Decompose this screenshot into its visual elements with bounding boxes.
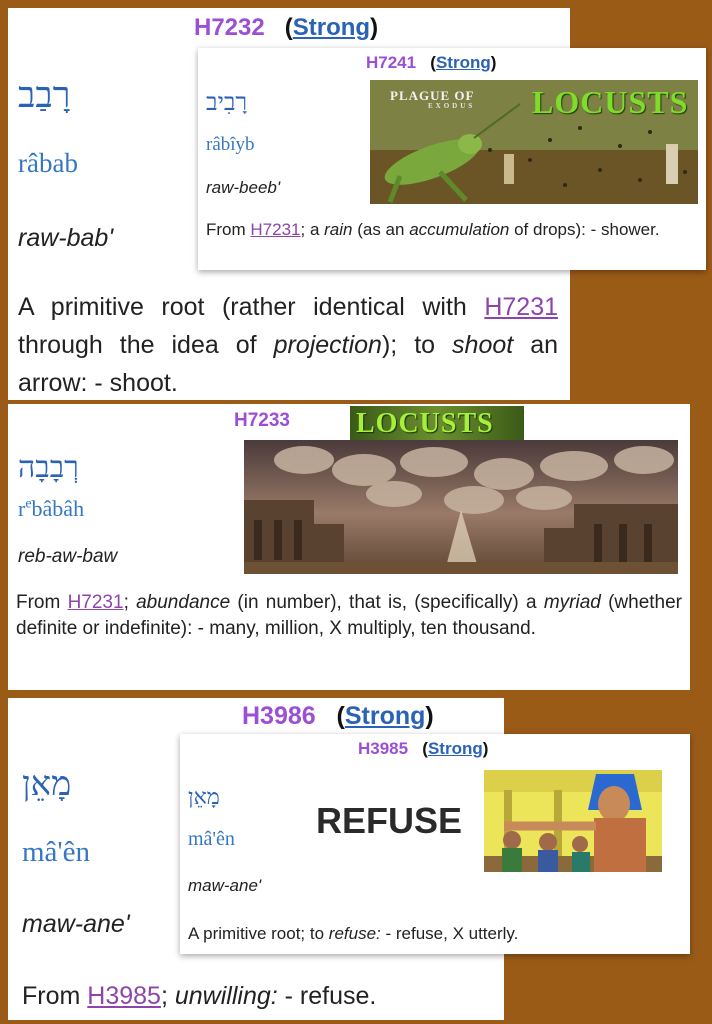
ref-link[interactable]: H3985 — [87, 982, 161, 1010]
hebrew-word: רָבִיב — [206, 88, 248, 116]
ref-link[interactable]: H7231 — [250, 220, 301, 239]
transliteration: râbîyb — [206, 134, 255, 155]
entry-number: H3985 (Strong) — [358, 739, 489, 758]
entry-number: H7233 — [234, 410, 290, 431]
definition: From H7231; a rain (as an accumulation of drops): - shower. — [206, 220, 660, 239]
transliteration: râbab — [18, 148, 78, 178]
pronunciation: maw-ane' — [188, 876, 262, 895]
transliteration: $r^ebâbâh$ — [18, 496, 85, 521]
entry-number: H7241 (Strong) — [366, 53, 497, 72]
entry-number: H7232 (Strong) — [194, 14, 379, 41]
entry-card-h7241 — [198, 48, 706, 270]
strong-link[interactable]: Strong — [292, 14, 371, 41]
entry-card-h7233 — [8, 404, 690, 690]
pharaoh-refuse-image — [484, 770, 662, 872]
pronunciation: reb-aw-baw — [18, 546, 118, 567]
transliteration: mâ'ên — [22, 836, 91, 868]
image-title-tiny: EXODUS — [428, 102, 476, 110]
pronunciation: raw-bab' — [18, 224, 114, 252]
banner-title: LOCUSTS — [356, 408, 494, 439]
hebrew-word: מָאֵן — [188, 785, 220, 810]
image-title-big: LOCUSTS — [532, 84, 689, 120]
hebrew-word: רְבָבָה — [18, 450, 79, 485]
pronunciation: maw-ane' — [22, 910, 130, 938]
strong-link[interactable]: Strong — [427, 739, 483, 758]
pronunciation: raw-beeb' — [206, 178, 281, 197]
swarm-scene — [244, 440, 678, 574]
refuse-heading: REFUSE — [316, 800, 463, 841]
hebrew-word: רָבַב — [18, 75, 71, 116]
definition: A primitive root (rather identical with H7231 through the idea of projection); to shoot an arrow: - shoot. — [18, 293, 558, 397]
ref-link[interactable]: H7231 — [484, 293, 558, 321]
definition: A primitive root; to refuse: - refuse, X utterly. — [188, 924, 519, 943]
image-title-small: PLAGUE OF — [390, 88, 475, 103]
pharaoh-scene — [484, 770, 662, 872]
definition: From H7231; abundance (in number), that is, (specifically) a myriad (whether definite or indefinite): - many, million, X multiply, ten thousand. — [16, 592, 682, 639]
ref-link[interactable]: H7231 — [67, 592, 124, 613]
hebrew-word: מָאֵן — [22, 764, 72, 804]
entry-number: H3986 (Strong) — [242, 702, 434, 730]
strong-link[interactable]: Strong — [344, 702, 426, 730]
strong-link[interactable]: Strong — [435, 53, 491, 72]
plague-of-locusts-image — [370, 80, 698, 204]
transliteration: mâ'ên — [188, 828, 235, 850]
locusts-banner — [350, 406, 524, 444]
entry-card-h3985 — [180, 734, 690, 954]
definition: From H3985; unwilling: - refuse. — [22, 982, 377, 1010]
locust-swarm-image — [244, 440, 678, 574]
